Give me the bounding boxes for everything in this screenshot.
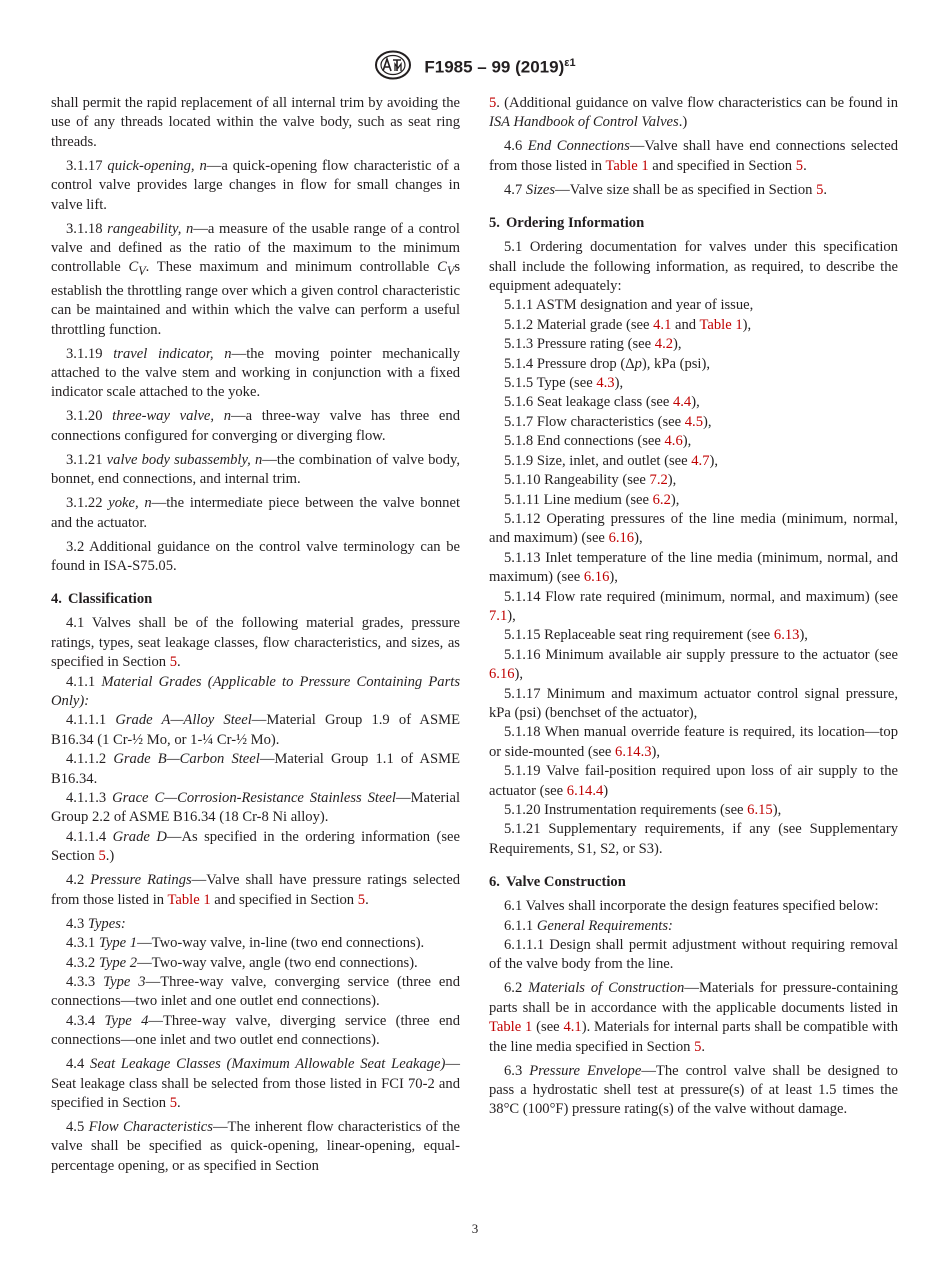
list-item: 5.1.3 Pressure rating (see 4.2), <box>504 336 682 353</box>
paragraph: shall permit the rapid replacement of all internal trim by avoiding the use of any threads located within the valve body, such as seat ring threads. <box>51 95 460 150</box>
list-item: 5.1.6 Seat leakage class (see 4.4), <box>504 394 700 411</box>
paragraph-6-2: 6.2 Materials of Construction—Materials for pressure-containing parts shall be in accordance with the applicable documents listed in Table 1 (see 4.1). Materials for internal parts shall be compatible with the line media specified in Section 5. <box>489 980 898 1055</box>
paragraph-4-7: 4.7 Sizes—Valve size shall be as specified in Section 5. <box>504 181 828 198</box>
page-header <box>0 50 950 85</box>
definition-3-1-21: 3.1.21 valve body subassembly, n—the combination of valve body, bonnet, end connections, and internal trim. <box>51 451 460 488</box>
list-item: 5.1.9 Size, inlet, and outlet (see 4.7), <box>504 452 719 469</box>
paragraph-4-3-4: 4.3.4 Type 4—Three-way valve, diverging service (three end connections—one inlet and two outlet end connections). <box>51 1012 461 1049</box>
table-link[interactable]: Table 1 <box>167 891 211 908</box>
astm-logo-icon <box>374 50 412 85</box>
section-link[interactable]: 6.15 <box>747 802 773 818</box>
definition-3-1-18: 3.1.18 rangeability, n—a measure of the usable range of a control valve and defined as the ratio of the maximum to the minimum controllable $C_V$. These maximum and minimum controllable $C_Vs$ establish the throttling range over which a given control characteristic can be maintained and within which the valve can perform a useful throttling function. <box>51 220 460 338</box>
section-link[interactable]: 5 <box>357 891 366 908</box>
paragraph-5-1: 5.1 Ordering documentation for valves under this specification shall include the following information, as required, to describe the equipment adequately: <box>489 239 898 295</box>
list-item: 5.1.16 Minimum available air supply pressure to the actuator (see 6.16), <box>489 646 898 683</box>
list-item: 5.1.4 Pressure drop (Δp), kPa (psi), <box>504 355 710 372</box>
section-link[interactable]: 4.3 <box>596 375 615 392</box>
section-link[interactable]: 5 <box>694 1038 702 1055</box>
section-link[interactable]: 4.4 <box>672 394 692 411</box>
section-link[interactable]: 5 <box>795 157 804 174</box>
list-item: 5.1.12 Operating pressures of the line media (minimum, normal, and maximum) (see 6.16), <box>489 510 898 547</box>
section-heading-4: 4. Classification <box>51 591 153 608</box>
list-item: 5.1.15 Replaceable seat ring requirement (see 6.13), <box>504 627 808 644</box>
section-link[interactable]: 6.14.4 <box>566 782 604 799</box>
paragraph-4-1-1-4: 4.1.1.4 Grade D—As specified in the ordering information (see Section 5.) <box>51 828 461 865</box>
section-link[interactable]: 5 <box>816 181 824 198</box>
paragraph-4-3-3: 4.3.3 Type 3—Three-way valve, converging service (three end connections—two inlet and one outlet end connections). <box>51 973 461 1010</box>
section-link[interactable]: 6.14.3 <box>615 743 652 760</box>
paragraph-4-6: 4.6 End Connections—Valve shall have end connections selected from those listed in Table 1 and specified in Section 5. <box>489 138 898 174</box>
list-item: 5.1.11 Line medium (see 6.2), <box>504 491 680 508</box>
paragraph-4-1-1: 4.1.1 Material Grades (Applicable to Pressure Containing Parts Only): <box>51 673 461 710</box>
list-item: 5.1.1 ASTM designation and year of issue, <box>504 297 754 314</box>
section-link[interactable]: 4.1 <box>653 316 672 333</box>
section-link[interactable]: 4.2 <box>654 336 674 353</box>
standard-designation: F1985 – 99 $(2019)^{\varepsilon 1}$ <box>424 57 576 77</box>
paragraph-4-3-1: 4.3.1 Type 1—Two-way valve, in-line (two end connections). <box>66 935 425 952</box>
paragraph-4-2: 4.2 Pressure Ratings—Valve shall have pressure ratings selected from those listed in Table 1 and specified in Section 5. <box>51 872 460 908</box>
paragraph-4-1-1-2: 4.1.1.2 Grade B—Carbon Steel—Material Group 1.1 of ASME B16.34. <box>51 751 460 787</box>
edition-superscript: ε1 <box>564 57 576 70</box>
list-item: 5.1.19 Valve fail-position required upon loss of air supply to the actuator (see 6.14.4) <box>489 763 898 799</box>
section-link[interactable]: 4.1 <box>563 1019 582 1036</box>
list-item: 5.1.14 Flow rate required (minimum, normal, and maximum) (see 7.1), <box>489 588 898 624</box>
paragraph-4-1-1-3: 4.1.1.3 Grace C—Corrosion-Resistance Stainless Steel—Material Group 2.2 of ASME B16.34 (18 Cr-8 Ni alloy). <box>51 790 460 826</box>
paragraph-4-3: 4.3 Types: <box>66 915 126 932</box>
list-item: 5.1.20 Instrumentation requirements (see 6.15), <box>504 802 782 818</box>
section-link[interactable]: 5 <box>169 1094 178 1111</box>
paragraph-6-1: 6.1 Valves shall incorporate the design features specified below: <box>504 898 879 915</box>
section-heading-6: 6. Valve Construction <box>489 874 626 891</box>
section-link[interactable]: 6.13 <box>773 627 800 644</box>
section-heading-5: 5. Ordering Information <box>489 215 645 232</box>
table-link[interactable]: Table 1 <box>699 316 743 333</box>
definition-3-1-20: 3.1.20 three-way valve, n—a three-way valve has three end connections configured for converging or diverging flow. <box>51 408 460 444</box>
section-link[interactable]: 4.5 <box>684 413 703 430</box>
section-link[interactable]: 5 <box>169 654 178 671</box>
paragraph-3-2: 3.2 Additional guidance on the control valve terminology can be found in ISA-S75.05. <box>51 538 461 574</box>
list-item: 5.1.8 End connections (see 4.6), <box>504 433 692 450</box>
paragraph-4-3-2: 4.3.2 Type 2—Two-way valve, angle (two end connections). <box>66 954 418 971</box>
list-item: 5.1.21 Supplementary requirements, if any (see Supplementary Requirements, S1, S2, or S3). <box>489 821 898 857</box>
list-item: 5.1.10 Rangeability (see 7.2), <box>504 472 677 489</box>
section-link[interactable]: 6.16 <box>583 569 610 586</box>
definition-3-1-22: 3.1.22 yoke, n—the intermediate piece between the valve bonnet and the actuator. <box>51 495 460 531</box>
table-link[interactable]: Table 1 <box>489 1019 533 1036</box>
paragraph-6-3: 6.3 Pressure Envelope—The control valve shall be designed to pass a hydrostatic shell test at pressure(s) of at least 1.5 times the 38°C (100°F) pressure rating(s) of the valve without damage. <box>489 1062 898 1118</box>
paragraph-4-5-continued: 5. (Additional guidance on valve flow characteristics can be found in ISA Handbook of Control Valves.) <box>489 95 898 131</box>
section-link[interactable]: 6.16 <box>489 666 515 683</box>
definition-3-1-19: 3.1.19 travel indicator, n—the moving pointer mechanically attached to the valve stem and working in conjunction with a fixed indicator scale attached to the yoke. <box>51 345 460 401</box>
right-column <box>489 94 898 1124</box>
section-link[interactable]: 4.7 <box>691 452 710 469</box>
left-column <box>51 94 460 1181</box>
list-item: 5.1.17 Minimum and maximum actuator control signal pressure, kPa (psi) (benchset of the actuator), <box>489 685 898 721</box>
paragraph-6-1-1: 6.1.1 General Requirements: <box>504 917 673 934</box>
definition-3-1-17: 3.1.17 quick-opening, n—a quick-opening flow characteristic of a control valve provides large changes in flow for small changes in valve lift. <box>51 157 460 213</box>
section-link[interactable]: 6.2 <box>652 491 671 508</box>
section-link[interactable]: 6.16 <box>608 530 635 547</box>
section-link[interactable]: 5 <box>98 848 106 865</box>
table-link[interactable]: Table 1 <box>605 157 649 174</box>
paragraph-4-1-1-1: 4.1.1.1 Grade A—Alloy Steel—Material Group 1.9 of ASME B16.34 (1 Cr-½ Mo, or 1-¼ Cr-½ Mo). <box>51 712 460 748</box>
list-item: 5.1.2 Material grade (see 4.1 and Table 1), <box>504 316 752 333</box>
paragraph-6-1-1-1: 6.1.1.1 Design shall permit adjustment without requiring removal of the valve body from the line. <box>489 937 898 973</box>
paragraph-4-5: 4.5 Flow Characteristics—The inherent flow characteristics of the valve shall be specified as quick-opening, linear-opening, equal-percentage opening, or as specified in Section <box>51 1118 460 1174</box>
section-link[interactable]: 7.1 <box>489 607 508 624</box>
list-item: 5.1.18 When manual override feature is required, its location—top or side-mounted (see 6.14.3), <box>489 724 898 760</box>
list-item: 5.1.13 Inlet temperature of the line media (minimum, normal, and maximum) (see 6.16), <box>489 549 898 586</box>
list-item: 5.1.5 Type (see 4.3), <box>504 375 624 392</box>
list-item: 5.1.7 Flow characteristics (see 4.5), <box>504 413 712 430</box>
section-link[interactable]: 7.2 <box>649 472 668 489</box>
paragraph-4-1: 4.1 Valves shall be of the following material grades, pressure ratings, types, seat leakage classes, flow characteristics, and sizes, as specified in Section 5. <box>51 615 460 671</box>
section-link[interactable]: 5 <box>489 95 497 111</box>
paragraph-4-4: 4.4 Seat Leakage Classes (Maximum Allowable Seat Leakage)—Seat leakage class shall be selected from those listed in FCI 70-2 and specified in Section 5. <box>51 1056 460 1111</box>
section-link[interactable]: 4.6 <box>664 433 683 450</box>
page-number: 3 <box>471 1221 479 1236</box>
